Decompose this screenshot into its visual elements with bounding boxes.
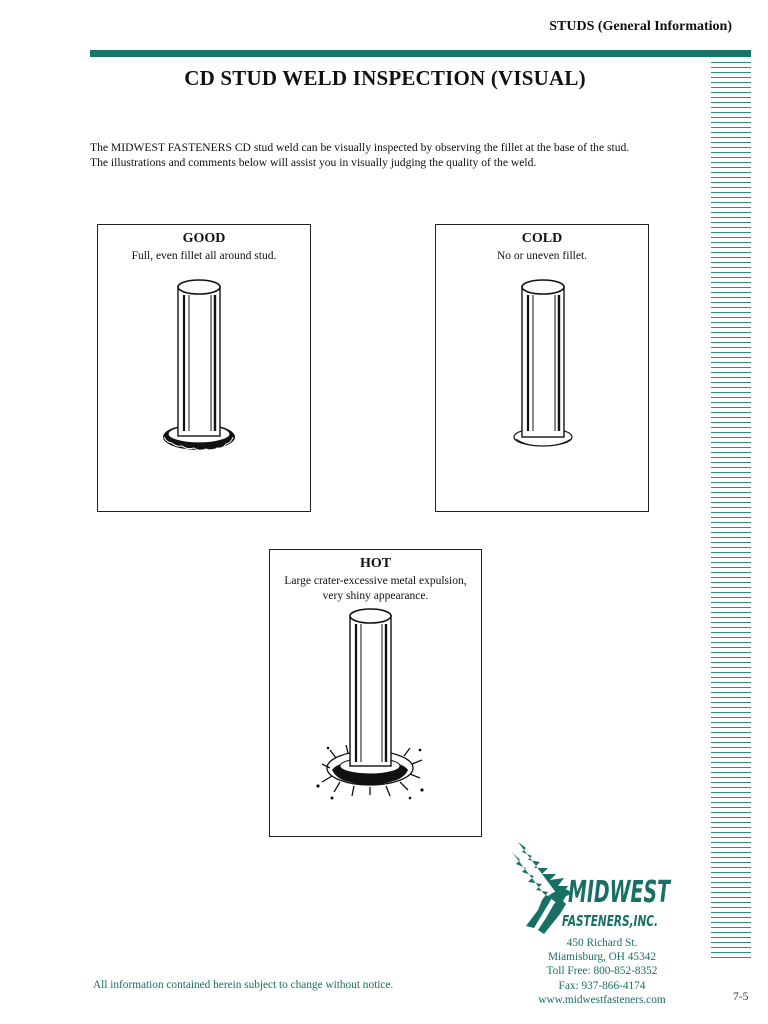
logo-word-fasteners: FASTENERS,INC. xyxy=(562,912,658,930)
website-link[interactable]: www.midwestfasteners.com xyxy=(538,993,666,1006)
section-header: STUDS (General Information) xyxy=(549,19,732,34)
address-city: Miamisburg, OH 45342 xyxy=(547,951,657,964)
disclaimer-note: All information contained herein subject to change without notice. xyxy=(93,979,394,991)
panel-cold xyxy=(435,224,649,512)
eagle-logo-icon xyxy=(508,838,672,940)
hot-weld-stud-illustration xyxy=(270,608,481,838)
toll-free-phone: Toll Free: 800-852-8352 xyxy=(546,965,658,978)
good-weld-stud-illustration xyxy=(98,269,310,509)
page-number: 7-5 xyxy=(733,991,749,1003)
panel-cold-caption: No or uneven fillet. xyxy=(496,250,588,262)
panel-hot-caption-line-1: Large crater-excessive metal expulsion, xyxy=(284,575,467,587)
panel-hot-caption xyxy=(270,574,481,604)
logo-word-midwest: MIDWEST xyxy=(568,875,672,910)
panel-good-caption: Full, even fillet all around stud. xyxy=(131,250,277,262)
cold-weld-stud-illustration xyxy=(436,269,648,509)
midwest-fasteners-logo xyxy=(508,838,672,940)
intro-text xyxy=(90,140,700,170)
intro-line-2: The illustrations and comments below will assist you in visually judging the quality of the weld. xyxy=(90,156,537,169)
side-stripes xyxy=(711,62,751,962)
panel-cold-title: COLD xyxy=(521,231,563,246)
page-title: CD STUD WELD INSPECTION (VISUAL) xyxy=(184,66,586,90)
panel-hot-title: HOT xyxy=(359,556,392,571)
intro-line-1: The MIDWEST FASTENERS CD stud weld can be visually inspected by observing the fillet at the base of the stud. xyxy=(90,141,630,154)
company-address xyxy=(512,936,692,1007)
panel-hot xyxy=(269,549,482,837)
panel-good-title: GOOD xyxy=(182,231,226,246)
fax-number: Fax: 937-866-4174 xyxy=(558,979,646,992)
panel-good xyxy=(97,224,311,512)
header-rule xyxy=(90,50,751,57)
panel-hot-caption-line-2: very shiny appearance. xyxy=(322,590,429,602)
address-street: 450 Richard St. xyxy=(566,937,638,949)
